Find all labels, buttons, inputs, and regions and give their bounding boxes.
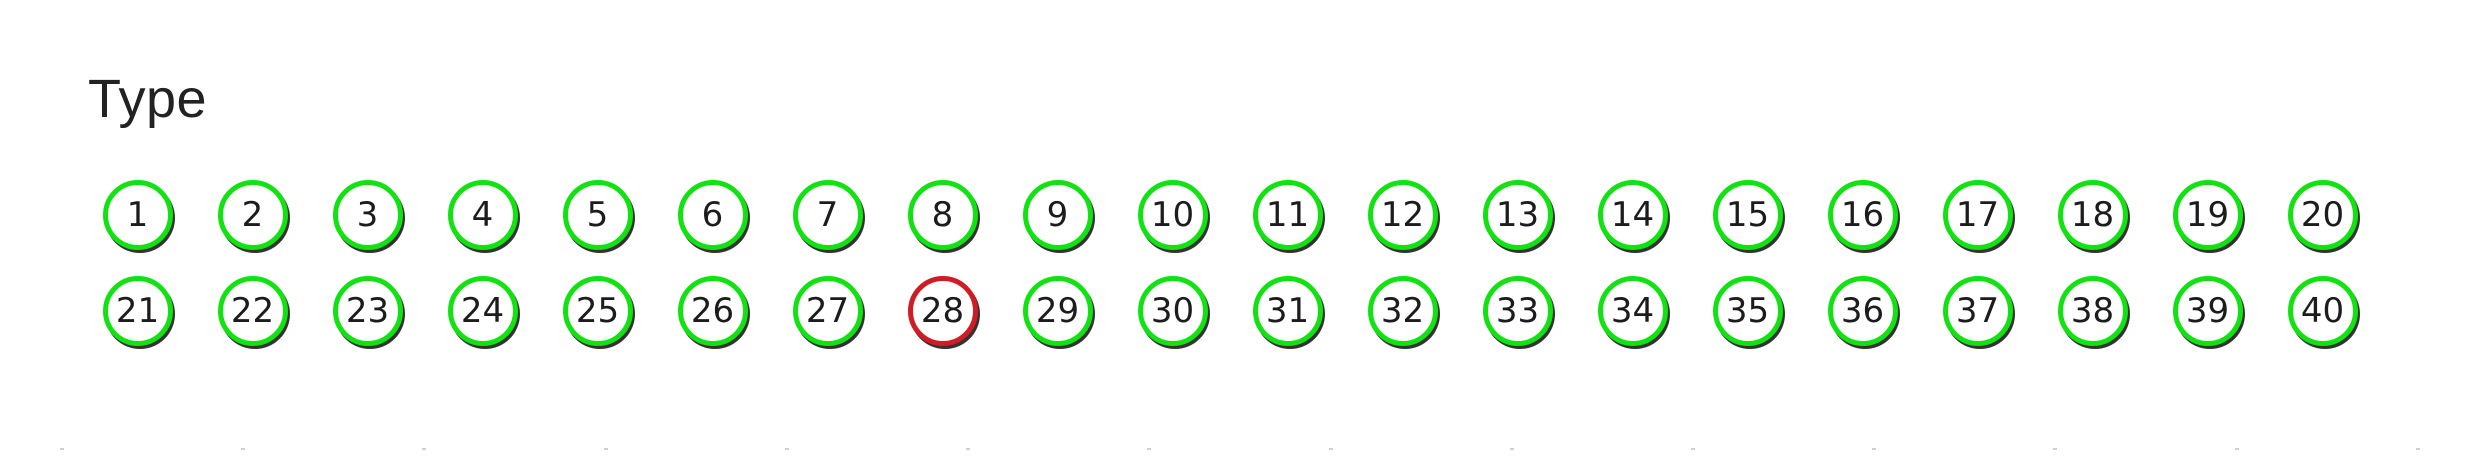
question-bubble-35[interactable]: 35 xyxy=(1713,276,1783,346)
question-bubble-29[interactable]: 29 xyxy=(1023,276,1093,346)
question-bubble-8[interactable]: 8 xyxy=(908,180,978,250)
question-bubble-10[interactable]: 10 xyxy=(1138,180,1208,250)
question-bubble-24[interactable]: 24 xyxy=(448,276,518,346)
question-bubble-5[interactable]: 5 xyxy=(563,180,633,250)
question-bubble-13[interactable]: 13 xyxy=(1483,180,1553,250)
divider-dot xyxy=(2416,448,2420,450)
question-bubble-37[interactable]: 37 xyxy=(1943,276,2013,346)
question-bubble-27[interactable]: 27 xyxy=(793,276,863,346)
question-bubble-4[interactable]: 4 xyxy=(448,180,518,250)
divider-dot xyxy=(604,448,608,450)
question-bubble-32[interactable]: 32 xyxy=(1368,276,1438,346)
divider-dot xyxy=(1147,448,1151,450)
question-bubble-34[interactable]: 34 xyxy=(1598,276,1668,346)
question-bubble-36[interactable]: 36 xyxy=(1828,276,1898,346)
bottom-divider xyxy=(60,448,2420,450)
section-title: Type xyxy=(88,69,208,129)
question-bubble-22[interactable]: 22 xyxy=(218,276,288,346)
question-bubble-38[interactable]: 38 xyxy=(2058,276,2128,346)
divider-dot xyxy=(2235,448,2239,450)
question-bubble-6[interactable]: 6 xyxy=(678,180,748,250)
question-bubble-40[interactable]: 40 xyxy=(2288,276,2358,346)
question-bubble-23[interactable]: 23 xyxy=(333,276,403,346)
question-bubble-33[interactable]: 33 xyxy=(1483,276,1553,346)
question-bubble-1[interactable]: 1 xyxy=(103,180,173,250)
divider-dot xyxy=(966,448,970,450)
question-bubble-12[interactable]: 12 xyxy=(1368,180,1438,250)
question-bubble-grid xyxy=(80,180,2380,346)
divider-dot xyxy=(1510,448,1514,450)
question-bubble-28[interactable]: 28 xyxy=(908,276,978,346)
question-bubble-18[interactable]: 18 xyxy=(2058,180,2128,250)
question-bubble-11[interactable]: 11 xyxy=(1253,180,1323,250)
divider-dot xyxy=(785,448,789,450)
question-bubble-17[interactable]: 17 xyxy=(1943,180,2013,250)
question-bubble-15[interactable]: 15 xyxy=(1713,180,1783,250)
question-bubble-21[interactable]: 21 xyxy=(103,276,173,346)
divider-dot xyxy=(1329,448,1333,450)
question-bubble-39[interactable]: 39 xyxy=(2173,276,2243,346)
question-bubble-19[interactable]: 19 xyxy=(2173,180,2243,250)
divider-dot xyxy=(2053,448,2057,450)
divider-dot xyxy=(422,448,426,450)
question-bubble-3[interactable]: 3 xyxy=(333,180,403,250)
divider-dot xyxy=(60,448,64,450)
question-bubble-31[interactable]: 31 xyxy=(1253,276,1323,346)
divider-dot xyxy=(241,448,245,450)
question-bubble-30[interactable]: 30 xyxy=(1138,276,1208,346)
question-bubble-25[interactable]: 25 xyxy=(563,276,633,346)
question-bubble-26[interactable]: 26 xyxy=(678,276,748,346)
question-bubble-9[interactable]: 9 xyxy=(1023,180,1093,250)
question-bubble-2[interactable]: 2 xyxy=(218,180,288,250)
question-bubble-14[interactable]: 14 xyxy=(1598,180,1668,250)
question-bubble-16[interactable]: 16 xyxy=(1828,180,1898,250)
divider-dot xyxy=(1691,448,1695,450)
question-bubble-7[interactable]: 7 xyxy=(793,180,863,250)
question-bubble-20[interactable]: 20 xyxy=(2288,180,2358,250)
divider-dot xyxy=(1872,448,1876,450)
